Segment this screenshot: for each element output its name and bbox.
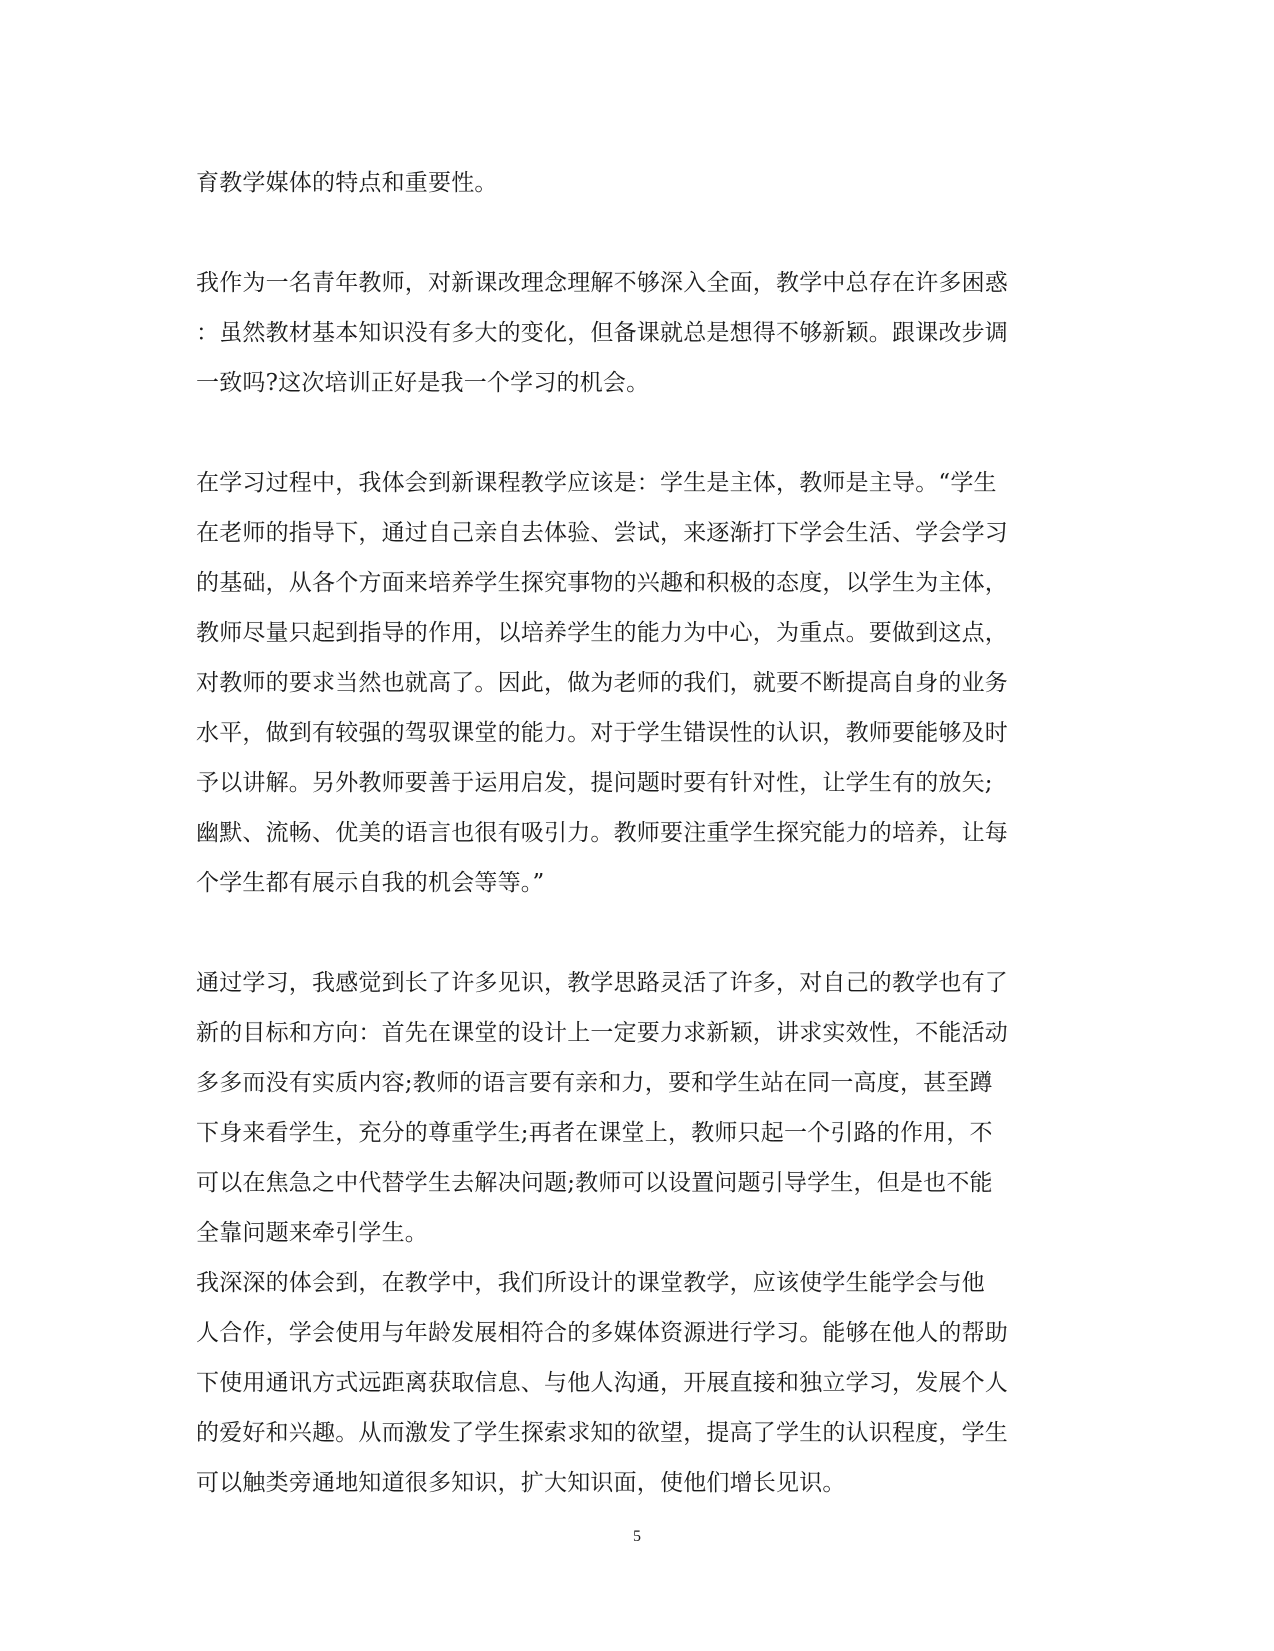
text-line: 个学生都有展示自我的机会等等。”	[196, 870, 545, 896]
paragraph-2	[196, 258, 1066, 408]
text-line: 新的目标和方向：首先在课堂的设计上一定要力求新颖，讲求实效性，不能活动	[196, 1020, 1008, 1046]
text-line: 一致吗?这次培训正好是我一个学习的机会。	[196, 370, 650, 396]
text-line: 对教师的要求当然也就高了。因此，做为老师的我们，就要不断提高自身的业务	[196, 670, 1008, 696]
paragraph-spacer	[196, 208, 1066, 258]
text-line: 可以触类旁通地知道很多知识，扩大知识面，使他们增长见识。	[196, 1470, 846, 1496]
text-line: 通过学习，我感觉到长了许多见识，教学思路灵活了许多，对自己的教学也有了	[196, 970, 1008, 996]
text-line: 下使用通讯方式远距离获取信息、与他人沟通，开展直接和独立学习，发展个人	[196, 1370, 1008, 1396]
text-line: 下身来看学生，充分的尊重学生;再者在课堂上，教师只起一个引路的作用，不	[196, 1120, 993, 1146]
paragraph-spacer	[196, 408, 1066, 458]
text-line: 的基础，从各个方面来培养学生探究事物的兴趣和积极的态度，以学生为主体，	[196, 570, 1008, 596]
text-line: 在学习过程中，我体会到新课程教学应该是：学生是主体，教师是主导。“学生	[196, 470, 997, 496]
paragraph-spacer	[196, 908, 1066, 958]
text-line: 多多而没有实质内容;教师的语言要有亲和力，要和学生站在同一高度，甚至蹲	[196, 1070, 993, 1096]
page-number: 5	[633, 1528, 641, 1545]
text-line: 教师尽量只起到指导的作用，以培养学生的能力为中心，为重点。要做到这点，	[196, 620, 1008, 646]
text-line: 育教学媒体的特点和重要性。	[196, 170, 498, 196]
text-line: 水平，做到有较强的驾驭课堂的能力。对于学生错误性的认识，教师要能够及时	[196, 720, 1008, 746]
paragraph-4	[196, 958, 1066, 1508]
text-line: 幽默、流畅、优美的语言也很有吸引力。教师要注重学生探究能力的培养，让每	[196, 820, 1008, 846]
text-line: ：虽然教材基本知识没有多大的变化，但备课就总是想得不够新颖。跟课改步调	[196, 320, 1008, 346]
text-line: 我作为一名青年教师，对新课改理念理解不够深入全面，教学中总存在许多困惑	[196, 270, 1008, 296]
paragraph-1	[196, 158, 1066, 208]
text-line: 的爱好和兴趣。从而激发了学生探索求知的欲望，提高了学生的认识程度，学生	[196, 1420, 1008, 1446]
text-line: 全靠问题来牵引学生。	[196, 1220, 428, 1246]
text-line: 在老师的指导下，通过自己亲自去体验、尝试，来逐渐打下学会生活、学会学习	[196, 520, 1008, 546]
text-line: 可以在焦急之中代替学生去解决问题;教师可以设置问题引导学生，但是也不能	[196, 1170, 993, 1196]
text-line: 予以讲解。另外教师要善于运用启发，提问题时要有针对性，让学生有的放矢;	[196, 770, 993, 796]
text-line: 我深深的体会到，在教学中，我们所设计的课堂教学，应该使学生能学会与他	[196, 1270, 985, 1296]
paragraph-3	[196, 458, 1066, 908]
text-line: 人合作，学会使用与年龄发展相符合的多媒体资源进行学习。能够在他人的帮助	[196, 1320, 1008, 1346]
document-body	[196, 158, 1066, 1508]
